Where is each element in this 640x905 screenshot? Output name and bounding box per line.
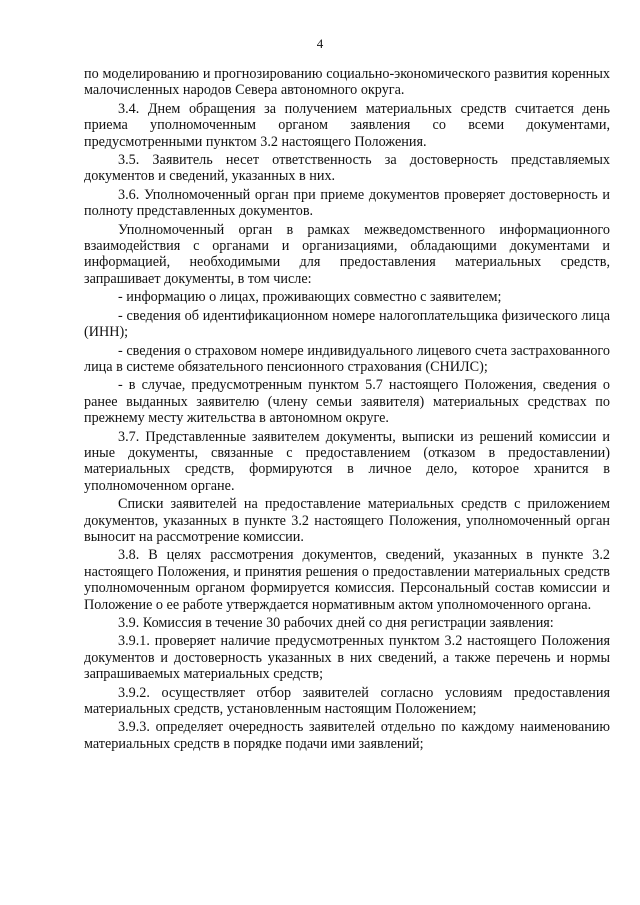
paragraph: - информацию о лицах, проживающих совместно с заявителем; bbox=[118, 289, 502, 306]
paragraph: 3.5. Заявитель несет ответственность за достоверность представляемых документов и сведений, указанных в них. bbox=[84, 152, 610, 185]
paragraph: Списки заявителей на предоставление материальных средств с приложением документов, указанных в пункте 3.2 настоящего Положения, уполномоченный орган выносит на рассмотрение комиссии. bbox=[84, 496, 610, 545]
paragraph: - сведения об идентификационном номере налогоплательщика физического лица (ИНН); bbox=[84, 307, 610, 341]
paragraph: 3.9.2. осуществляет отбор заявителей согласно условиям предоставления материальных средств, установленным настоящим Положением; bbox=[84, 684, 610, 718]
page-number: 4 bbox=[316, 36, 324, 51]
paragraph: 3.9. Комиссия в течение 30 рабочих дней со дня регистрации заявления: bbox=[118, 615, 554, 631]
paragraph: - сведения о страховом номере индивидуального лицевого счета застрахованного лица в системе обязательного пенсионного страхования (СНИЛС); bbox=[84, 342, 610, 375]
paragraph: 3.4. Днем обращения за получением материальных средств считается день приема уполномоченным органом заявления со всеми документами, предусмотренными пунктом 3.2 настоящего Положения. bbox=[84, 100, 610, 150]
paragraph: 3.8. В целях рассмотрения документов, сведений, указанных в пункте 3.2 настоящего Положения, и принятия решения о предоставлении материальных средств уполномоченным органом формируется комиссия. Персональный состав комиссии и Положение о ее работе утверждается нормативным актом уполномоченного органа. bbox=[84, 547, 610, 613]
paragraph: 3.6. Уполномоченный орган при приеме документов проверяет достоверность и полноту представленных документов. bbox=[84, 186, 610, 220]
paragraph: 3.9.3. определяет очередность заявителей отдельно по каждому наименованию материальных средств в порядке подачи ими заявлений; bbox=[84, 719, 610, 752]
document-body bbox=[84, 66, 610, 754]
paragraph: Уполномоченный орган в рамках межведомственного информационного взаимодействия с органами и организациями, обладающими документами и информацией, необходимыми для предоставления материальных средств, запрашивает документы, в том числе: bbox=[84, 221, 610, 287]
paragraph: 3.7. Представленные заявителем документы, выписки из решений комиссии и иные документы, связанные с предоставлением (отказом в предоставлении) материальных средств, формируются в личное дело, которое хранится в уполномоченном органе. bbox=[84, 428, 610, 494]
paragraph: 3.9.1. проверяет наличие предусмотренных пунктом 3.2 настоящего Положения документов и достоверность указанных в них сведений, а также перечень и нормы запрашиваемых материальных средств; bbox=[84, 633, 610, 683]
paragraph: - в случае, предусмотренным пунктом 5.7 настоящего Положения, сведения о ранее выданных заявителю (члену семьи заявителя) материальных средствах по прежнему месту жительства в автономном округе. bbox=[84, 377, 610, 427]
paragraph: по моделированию и прогнозированию социально-экономического развития коренных малочисленных народов Севера автономного округа. bbox=[84, 66, 610, 99]
